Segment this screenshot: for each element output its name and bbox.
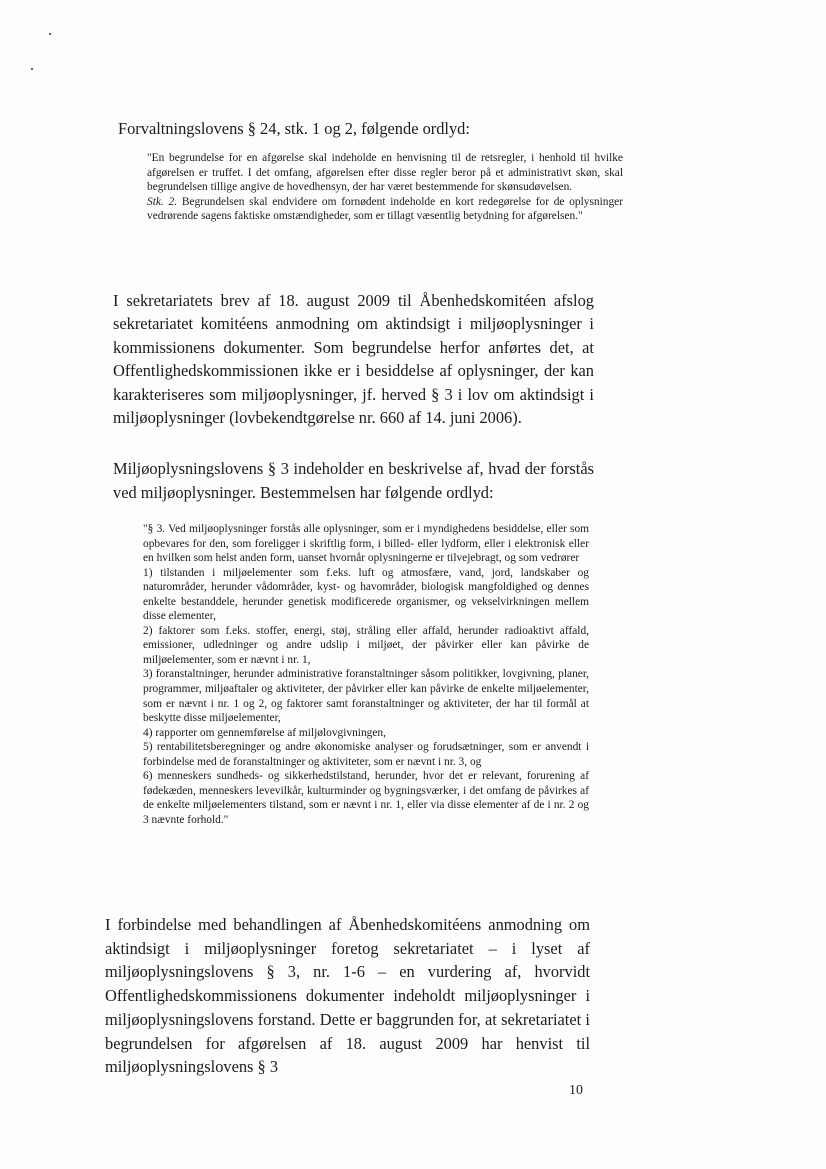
quote-stk2-text: Begrundelsen skal endvidere om fornødent indeholde en kort redegørelse for de oplysninger vedrørende sagens faktiske omstændigheder, som er tillagt væsentlig betydning for afgørelsen." (147, 195, 624, 223)
quote-stk1: "En begrundelse for en afgørelse skal indeholde en henvisning til de retsregler, i henhold til hvilke afgørelsen er truffet. I det omfang, afgørelsen efter disse regler beror på et administrativt skøn, skal begrundelsen tillige angive de hovedhensyn, der har været bestemmende for skønsudøvelsen. (147, 152, 623, 194)
quote-miljoeoplysningsloven (143, 522, 589, 827)
quote-forvaltningsloven (147, 151, 623, 224)
intro-line: Forvaltningslovens § 24, stk. 1 og 2, følgende ordlyd: (118, 119, 470, 138)
list-item: 2) faktorer som f.eks. stoffer, energi, støj, stråling eller affald, herunder radioaktivt affald, emissioner, udledninger og andre udslip i miljøet, der påvirker eller kan påvirke de miljøelementer, som er nævnt i nr. 1, (143, 624, 589, 666)
list-item: 4) rapporter om gennemførelse af miljølovgivningen, (143, 726, 386, 739)
scan-speck (31, 68, 33, 70)
paragraph-3: I forbindelse med behandlingen af Åbenhedskomitéens anmodning om aktindsigt i miljøoplysninger foretog sekretariatet – i lyset af miljøoplysningslovens § 3, nr. 1-6 – en vurdering af, hvorvidt Offentlighedskommissionens dokumenter indeholdt miljøoplysninger i miljøoplysningslovens forstand. Dette er baggrunden for, at sekretariatet i begrundelsen for afgørelsen af 18. august 2009 har henvist til miljøoplysningslovens § 3 (105, 915, 590, 1077)
paragraph-2: Miljøoplysningslovens § 3 indeholder en beskrivelse af, hvad der forstås ved miljøoplysninger. Bestemmelsen har følgende ordlyd: (113, 459, 594, 502)
list-item: 3) foranstaltninger, herunder administrative foranstaltninger såsom politikker, lovgivning, planer, programmer, miljøaftaler og aktiviteter, der påvirker eller kan påvirke de enkelte miljøelementer, som er nævnt i nr. 1 og 2, og faktorer samt foranstaltninger og aktiviteter, der har til formål at beskytte disse miljøelementer, (143, 668, 589, 725)
list-item: 6) menneskers sundheds- og sikkerhedstilstand, herunder, hvor det er relevant, forurening af fødekæden, menneskers levevilkår, kulturminder og bygningsværker, i det omfang de påvirkes af de enkelte miljøelementers tilstand, som er nævnt i nr. 1, eller via disse elementer af de i nr. 2 og 3 nævnte forhold." (143, 770, 589, 826)
list-item: 5) rentabilitetsberegninger og andre økonomiske analyser og forudsætninger, som er anvendt i forbindelse med de foranstaltninger og aktiviteter, som er nævnt i nr. 3, og (143, 741, 589, 768)
page-number: 10 (569, 1083, 583, 1098)
paragraph-1: I sekretariatets brev af 18. august 2009 til Åbenhedskomitéen afslog sekretariatet komitéens anmodning om aktindsigt i miljøoplysninger i kommissionens dokumenter. Som begrundelse herfor anførtes det, at Offentlighedskommissionen ikke er i besiddelse af oplysninger, der kan karakteriseres som miljøoplysninger, jf. herved § 3 i lov om aktindsigt i miljøoplysninger (lovbekendtgørelse nr. 660 af 14. juni 2006). (113, 291, 594, 428)
quote-intro: "§ 3. Ved miljøoplysninger forstås alle oplysninger, som er i myndighedens besiddelse, eller som opbevares for den, som foreligger i skriftlig form, i billed- eller lydform, eller i elektronisk eller en hvilken som helst anden form, uanset hvornår oplysningerne er tilvejebragt, og som vedrører (143, 523, 589, 565)
quote-stk2-label: Stk. 2. (147, 195, 178, 208)
scan-speck (49, 33, 51, 35)
list-item: 1) tilstanden i miljøelementer som f.eks. luft og atmosfære, vand, jord, landskaber og naturområder, herunder vådområder, kyst- og havområder, biologisk mangfoldighed og dennes enkelte bestanddele, herunder genetisk modificerede organismer, og vekselvirkningen mellem disse elementer, (143, 566, 589, 623)
